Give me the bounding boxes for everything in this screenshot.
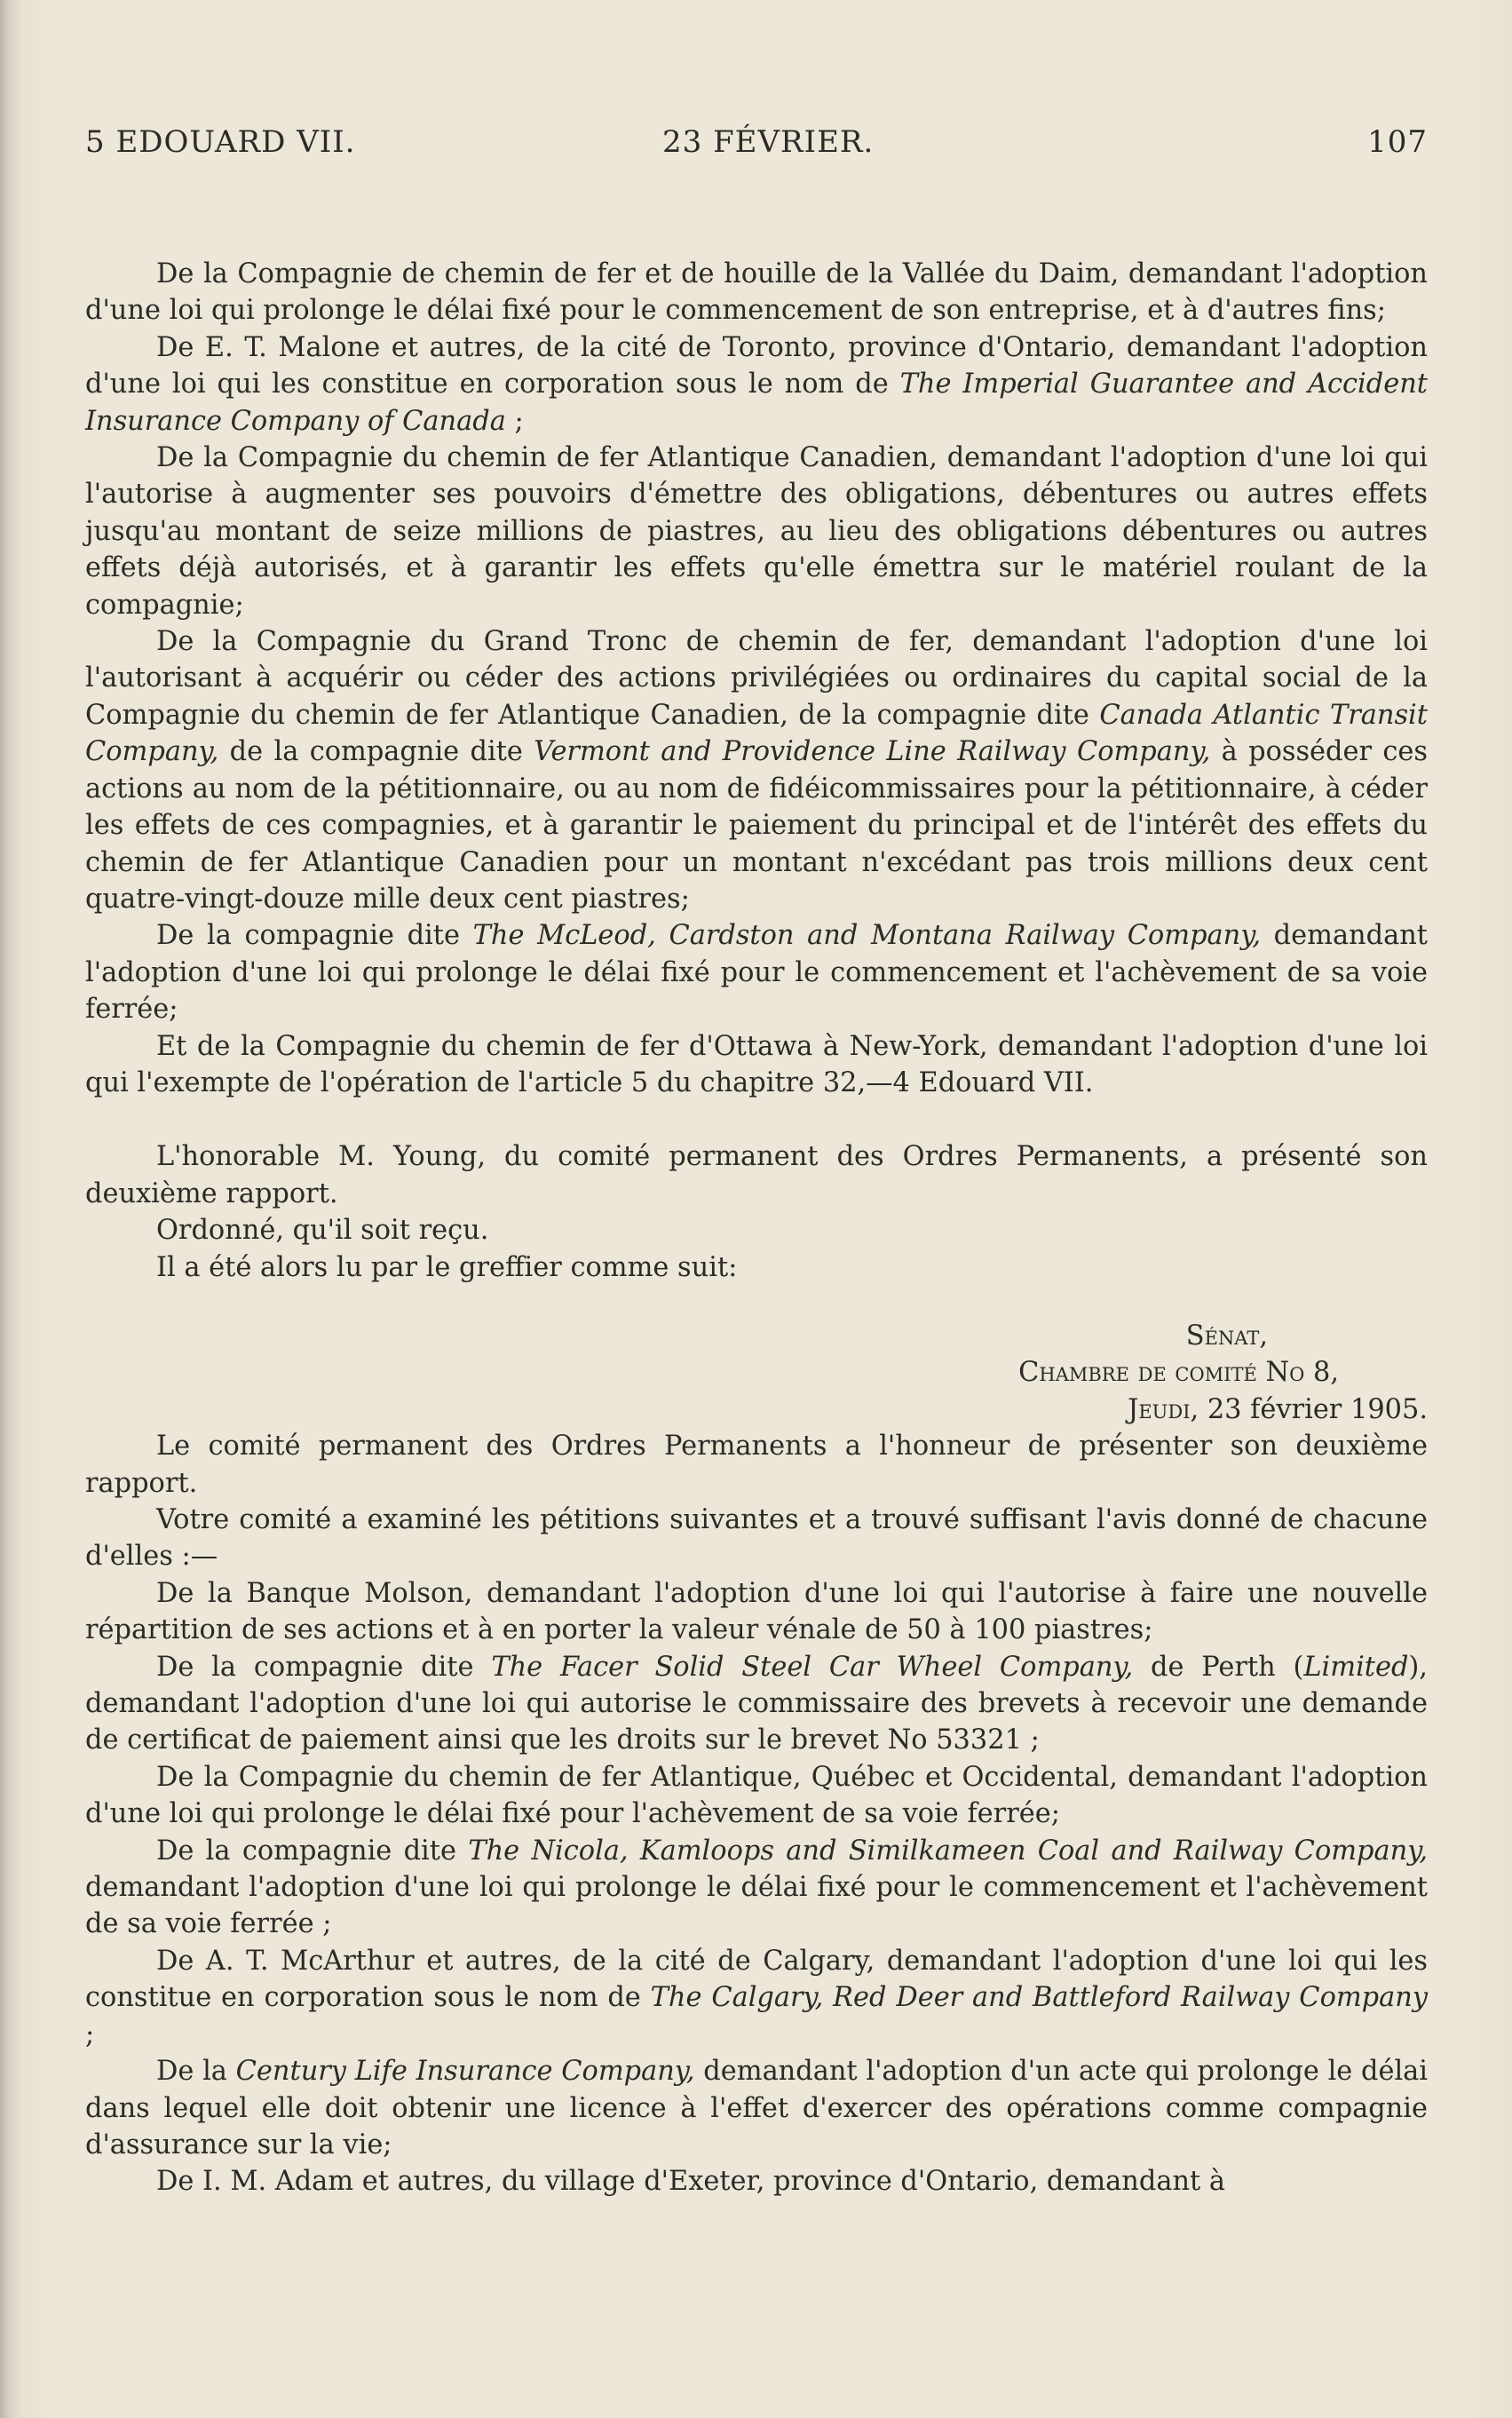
page-number: 107 [1367,124,1428,160]
paragraph-text: De la Compagnie du chemin de fer Atlantique, Québec et Occidental, demandant l'adoption d'une loi qui prolonge le délai fixé pour l'achèvement de sa voie ferrée; [85,1761,1428,1830]
signature-senate [85,1318,1428,1354]
day-label: Jeudi, [1128,1393,1199,1425]
paragraph-text: L'honorable M. Young, du comité permanent des Ordres Permanents, a présenté son deuxième rapport. [85,1141,1428,1209]
paragraph-text: De la [156,2056,236,2088]
paragraph [85,1249,1428,1286]
paragraph-text: Il a été alors lu par le greffier comme suit: [156,1251,738,1283]
paragraph [85,1943,1428,2053]
paragraph-text: De la Compagnie du chemin de fer Atlantique Canadien, demandant l'adoption d'une loi qui l'autorise à augmenter ses pouvoirs d'émettre des obligations, débentures ou autres effets jusqu'au montant de seize millions de piastres, au lieu des obligations débentures ou autres effets déjà autorisés, et à garantir les effets qu'elle émettra sur le matériel roulant de la compagnie; [85,442,1428,621]
paragraph [85,623,1428,917]
paragraph [85,256,1428,329]
company-name: The Imperial Guarantee and Accident Insurance Company of Canada [85,369,1429,437]
paragraph-text: De A. T. McArthur et autres, de la cité de Calgary, demandant l'adoption d'une loi qui les constitue en corporation sous le nom de [85,1945,1428,2014]
company-name: Limited [1303,1651,1409,1683]
company-name: The Facer Solid Steel Car Wheel Company, [491,1651,1134,1683]
company-name: The Calgary, Red Deer and Battleford Railway Company [650,1982,1428,2014]
paragraph-text: De la Banque Molson, demandant l'adoption d'une loi qui l'autorise à faire une nouvelle répartition de ses actions et à en porter la valeur vénale de 50 à 100 piastres; [85,1577,1428,1646]
page-body [85,256,1428,2200]
paragraph [85,1759,1428,1833]
room-label: Chambre de comité [1018,1357,1257,1389]
room-number: No 8, [1265,1357,1339,1389]
header-date: 23 FÉVRIER. [662,124,875,160]
paragraph [85,2053,1428,2163]
paragraph-text: De la compagnie dite [156,1835,469,1867]
paragraph [85,1649,1428,1759]
text-column [85,124,1428,2200]
paragraph-text: Ordonné, qu'il soit reçu. [156,1215,489,1247]
signature-room [85,1354,1428,1391]
paragraph [85,1428,1428,1502]
paragraph-text: De la compagnie dite [156,1651,492,1683]
paragraph-text: demandant l'adoption d'un acte qui prolonge le délai dans lequel elle doit obtenir une licence à l'effet d'exercer des opérations comme compagnie d'assurance sur la vie; [85,2056,1429,2160]
paragraph-text: De I. M. Adam et autres, du village d'Exeter, province d'Ontario, demandant à [156,2166,1226,2198]
paragraph-text: demandant l'adoption d'une loi qui prolonge le délai fixé pour le commencement et l'achèvement de sa voie ferrée ; [85,1872,1428,1940]
paragraph [85,1212,1428,1249]
running-header [85,124,1428,178]
senate-label: Sénat, [1185,1320,1268,1352]
paragraph [85,1502,1428,1575]
paragraph-text: ; [505,405,524,437]
paragraph-text: de la compagnie dite [218,736,534,768]
paragraph-text: ), demandant l'adoption d'une loi qui autorise le commissaire des brevets à recevoir une demande de certificat de paiement ainsi que les droits sur le brevet No 53321 ; [85,1651,1428,1756]
paragraph-text: De E. T. Malone et autres, de la cité de Toronto, province d'Ontario, demandant l'adoption d'une loi qui les constitue en corporation sous le nom de [85,331,1428,400]
paragraph-text: demandant l'adoption d'une loi qui prolonge le délai fixé pour le commencement et l'achèvement de sa voie ferrée; [85,920,1428,1026]
paragraph-text: De la Compagnie de chemin de fer et de houille de la Vallée du Daim, demandant l'adoption d'une loi qui prolonge le délai fixé pour le commencement de son entreprise, et à d'autres fins; [85,258,1428,327]
paragraph-text: Votre comité a examiné les pétitions suivantes et a trouvé suffisant l'avis donné de chacune d'elles :— [85,1504,1428,1573]
company-name: The Nicola, Kamloops and Similkameen Coal and Railway Company, [468,1835,1428,1867]
company-name: Vermont and Providence Line Railway Company, [534,736,1211,768]
paragraph [85,440,1428,623]
company-name: Century Life Insurance Company, [235,2056,695,2088]
paragraph [85,329,1428,440]
paragraph-text: à posséder ces actions au nom de la pétitionnaire, ou au nom de fidéicommissaires pour la pétitionnaire, à céder les effets de ces compagnies, et à garantir le paiement du principal et de l'intérêt des effets du chemin de fer Atlantique Canadien pour un montant n'excédant pas trois millions deux cent quatre-vingt-douze mille deux cent piastres; [85,736,1428,915]
paragraph-text: Et de la Compagnie du chemin de fer d'Ottawa à New-York, demandant l'adoption d'une loi qui l'exempte de l'opération de l'article 5 du chapitre 32,—4 Edouard VII. [85,1030,1428,1098]
paragraph-text: Le comité permanent des Ordres Permanents a l'honneur de présenter son deuxième rapport. [85,1431,1428,1499]
paragraph-text: De la compagnie dite [156,920,473,952]
header-session: 5 EDOUARD VII. [85,124,356,160]
paragraph [85,917,1428,1027]
company-name: The McLeod, Cardston and Montana Railway Company, [472,920,1262,952]
report-date: 23 février 1905. [1207,1393,1428,1425]
paragraph [85,2163,1428,2200]
paragraph [85,1575,1428,1649]
paragraph [85,1028,1428,1102]
paragraph-text: ; [85,2018,95,2050]
paragraph-text: De la Compagnie du Grand Tronc de chemin de fer, demandant l'adoption d'une loi l'autorisant à acquérir ou céder des actions privilégiées ou ordinaires du capital social de la Compagnie du chemin de fer Atlantique Canadien, de la compagnie dite [85,626,1428,731]
signature-date [85,1391,1428,1428]
company-name: Canada Atlantic Transit Company, [85,699,1428,768]
paragraph [85,1833,1428,1943]
paragraph [85,1138,1428,1212]
paragraph-text: de Perth ( [1133,1651,1304,1683]
